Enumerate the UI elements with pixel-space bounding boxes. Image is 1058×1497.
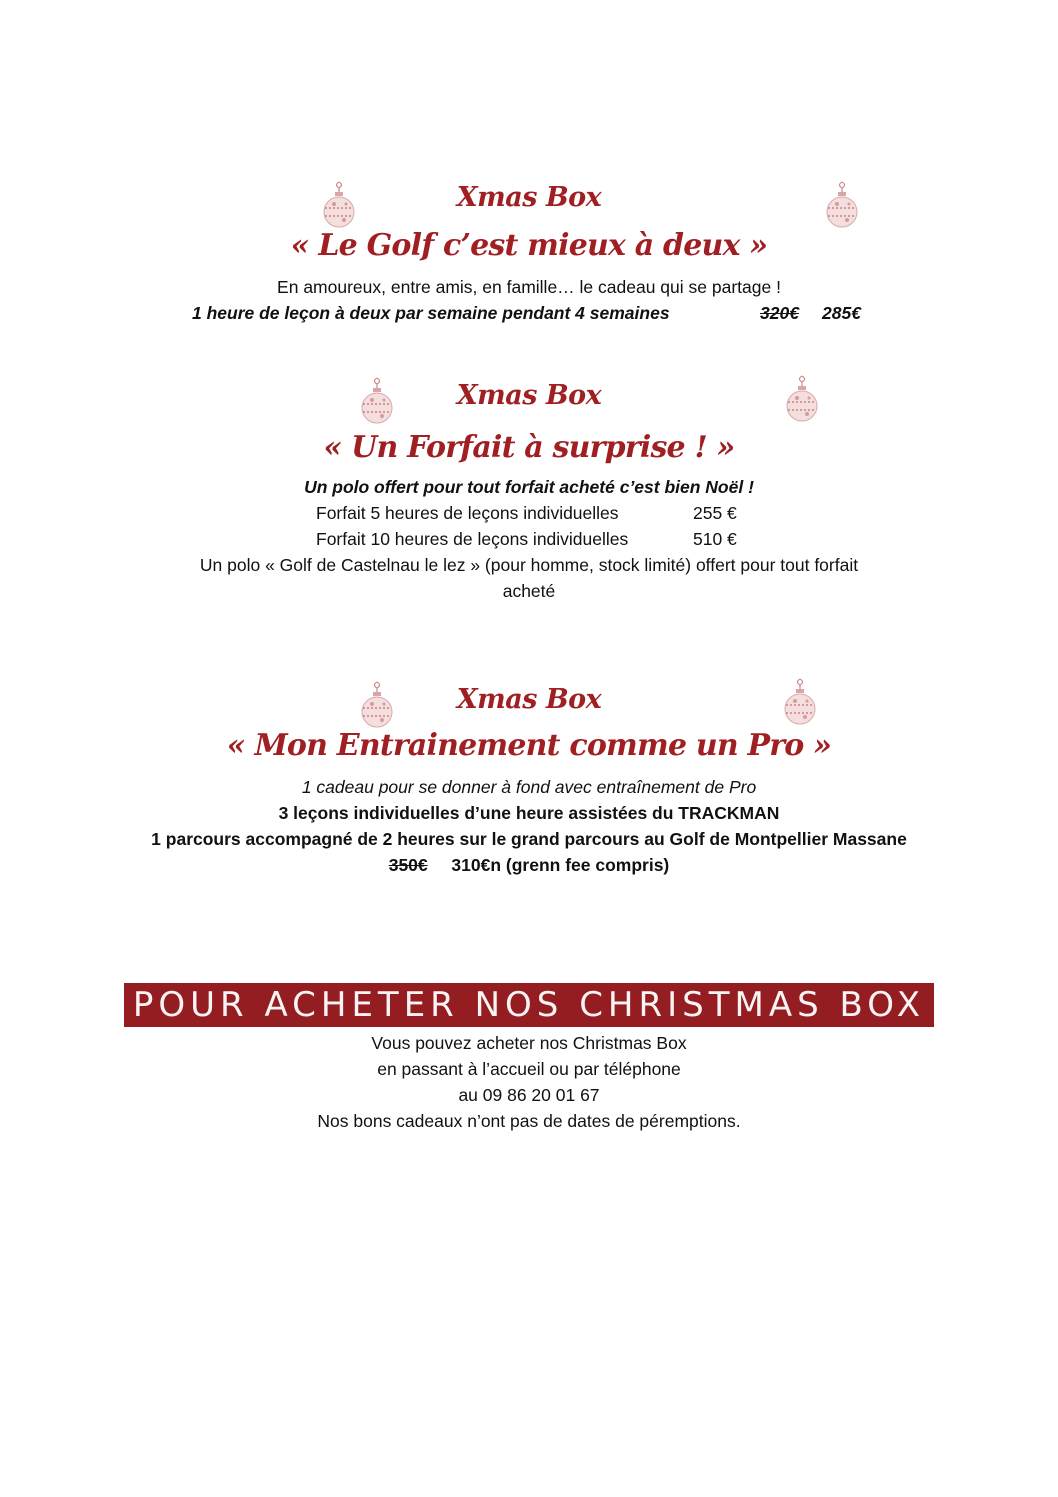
box1-subtitle: « Le Golf c’est mieux à deux » [290, 228, 768, 263]
box1-offer: 1 heure de leçon à deux par semaine pendant 4 semaines [192, 303, 670, 323]
purchase-banner [124, 983, 934, 1027]
purchase-phone: au 09 86 20 01 67 [458, 1085, 600, 1105]
box2-note-line1: Un polo « Golf de Castelnau le lez » (pour homme, stock limité) offert pour tout forfait [199, 555, 859, 575]
banner-text: POUR ACHETER NOS CHRISTMAS BOX [132, 985, 926, 1025]
box2-note-line2: acheté [502, 581, 556, 601]
box3-price: 310€n (grenn fee compris) [451, 855, 670, 875]
purchase-line4: Nos bons cadeaux n’ont pas de dates de péremptions. [317, 1111, 741, 1131]
forfait-item-label: Forfait 5 heures de leçons individuelles [316, 503, 619, 523]
purchase-line2: en passant à l’accueil ou par téléphone [377, 1059, 681, 1079]
forfait-item-price: 255 € [693, 503, 737, 523]
box1-old-price: 320€ [760, 303, 799, 323]
forfait-item-label: Forfait 10 heures de leçons individuelles [316, 529, 629, 549]
box3-line1: 3 leçons individuelles d’une heure assistées du TRACKMAN [278, 803, 780, 823]
box3-line2: 1 parcours accompagné de 2 heures sur le grand parcours au Golf de Montpellier Massane [151, 829, 907, 849]
box3-price-row [0, 852, 1058, 878]
box1-tagline: En amoureux, entre amis, en famille… le cadeau qui se partage ! [277, 277, 781, 297]
box3-old-price: 350€ [388, 855, 428, 875]
box1-price: 285€ [822, 303, 861, 323]
box3-subtitle: « Mon Entrainement comme un Pro » [226, 728, 832, 763]
box2-subtitle: « Un Forfait à surprise ! » [323, 430, 735, 465]
box1-heading: Xmas Box [456, 182, 602, 213]
forfait-item-price: 510 € [693, 529, 737, 549]
box2-promo: Un polo offert pour tout forfait acheté c’est bien Noël ! [304, 477, 754, 497]
box3-intro: 1 cadeau pour se donner à fond avec entraînement de Pro [301, 777, 757, 797]
purchase-line1: Vous pouvez acheter nos Christmas Box [371, 1033, 687, 1053]
box3-heading: Xmas Box [456, 684, 602, 715]
box2-heading: Xmas Box [456, 380, 602, 411]
